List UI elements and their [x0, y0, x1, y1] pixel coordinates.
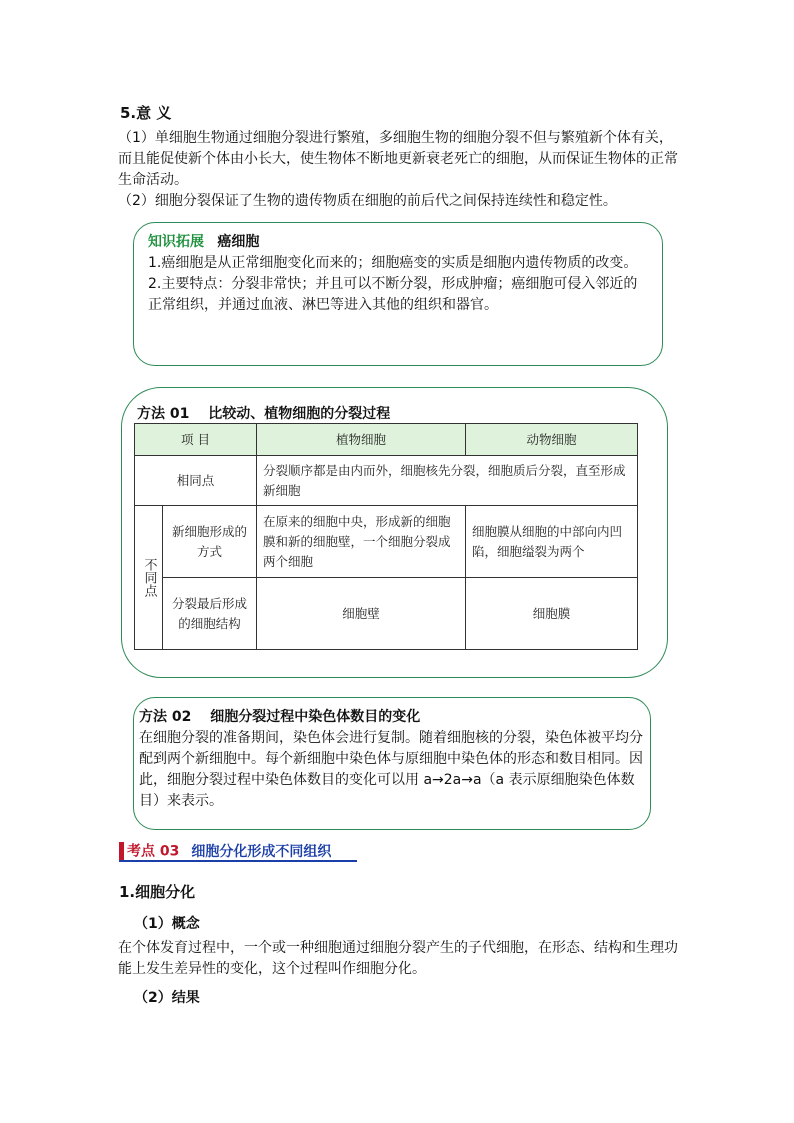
cancer-cell-box — [133, 222, 663, 366]
red-marker-bar — [119, 842, 124, 860]
section5-para1: （1）单细胞生物通过细胞分裂进行繁殖，多细胞生物的细胞分裂不但与繁殖新个体有关，而且能促使新个体由小长大，使生物体不断地更新衰老死亡的细胞，从而保证生物体的正常生命活动。 — [118, 130, 678, 188]
section5-body — [118, 128, 678, 212]
cancer-box-heading — [148, 232, 648, 253]
row2-label: 分裂最后形成的细胞结构 — [163, 578, 257, 650]
kaodian-heading — [119, 840, 331, 860]
subsection-concept-title: （1）概念 — [134, 916, 200, 932]
section5-title: 5.意 义 — [120, 104, 172, 122]
method2-body: 在细胞分裂的准备期间，染色体会进行复制。随着细胞核的分裂，染色体被平均分配到两个新细胞中。每个新细胞中染色体与原细胞中染色体的形态和数目相同。因此，细胞分裂过程中染色体数目的变化可以用 a→2a→a（a 表示原细胞染色体数目）来表示。 — [139, 730, 643, 809]
concept-text: 在个体发育过程中，一个或一种细胞通过细胞分裂产生的子代细胞，在形态、结构和生理功能上发生差异性的变化，这个过程叫作细胞分化。 — [118, 940, 678, 977]
diff-label-cell — [135, 506, 163, 650]
method2-title: 方法 02 细胞分裂过程中染色体数目的变化 — [139, 709, 421, 725]
kaodian-number: 考点 03 — [127, 843, 180, 860]
header-animal: 动物细胞 — [466, 424, 638, 456]
same-label: 相同点 — [135, 456, 257, 506]
table-header-row — [135, 424, 638, 456]
kaodian-title: 细胞分化形成不同组织 — [191, 843, 332, 860]
header-plant: 植物细胞 — [257, 424, 466, 456]
method2-box — [133, 697, 651, 830]
subsection-result-title: （2）结果 — [134, 990, 200, 1006]
same-text: 分裂顺序都是由内而外，细胞核先分裂，细胞质后分裂，直至形成新细胞 — [257, 456, 638, 506]
section5-para2: （2）细胞分裂保证了生物的遗传物质在细胞的前后代之间保持连续性和稳定性。 — [118, 193, 617, 209]
comparison-table — [134, 423, 638, 650]
header-item: 项 目 — [135, 424, 257, 456]
section1-title: 1.细胞分化 — [119, 883, 196, 901]
diff-label: 不同点 — [141, 558, 157, 597]
cancer-box-line2: 2.主要特点：分裂非常快；并且可以不断分裂，形成肿瘤；癌细胞可侵入邻近的正常组织，并通过血液、淋巴等进入其他的组织和器官。 — [148, 276, 638, 313]
method1-box — [121, 387, 668, 678]
row1-animal: 细胞膜从细胞的中部向内凹陷，细胞缢裂为两个 — [466, 506, 638, 578]
kaodian-underline — [119, 860, 357, 862]
row1-plant: 在原来的细胞中央，形成新的细胞膜和新的细胞壁，一个细胞分裂成两个细胞 — [257, 506, 466, 578]
table-row-diff1 — [135, 506, 638, 578]
method1-title: 方法 01 比较动、植物细胞的分裂过程 — [137, 406, 391, 422]
row2-plant: 细胞壁 — [257, 578, 466, 650]
cancer-box-title: 癌细胞 — [217, 234, 260, 250]
cancer-box-line1: 1.癌细胞是从正常细胞变化而来的；细胞癌变的实质是细胞内遗传物质的改变。 — [148, 255, 638, 271]
table-row-diff2 — [135, 578, 638, 650]
row1-label: 新细胞形成的方式 — [163, 506, 257, 578]
knowledge-extension-label: 知识拓展 — [148, 234, 204, 250]
row2-animal: 细胞膜 — [466, 578, 638, 650]
table-row-same — [135, 456, 638, 506]
